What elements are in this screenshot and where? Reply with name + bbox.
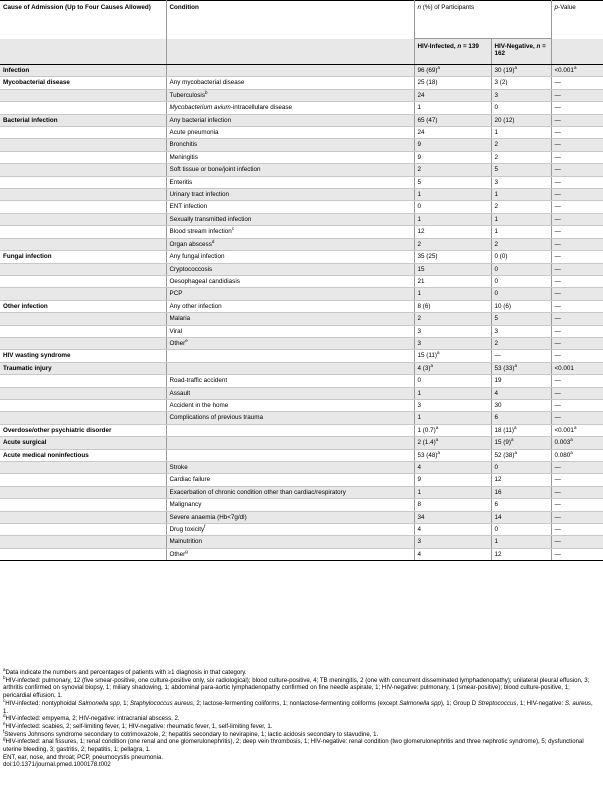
row-condition	[166, 362, 414, 374]
row-category	[0, 375, 166, 387]
table-row	[0, 424, 603, 436]
row-condition: Viral	[166, 325, 414, 337]
footnote: $^b$HIV-infected: pulmonary, 12 (five smear-positive, one culture-positive only, six radiological); blood culture-positive, 4; TB meningitis, 2 (one with concurrent disseminated lymphadenopathy); unilateral pleural effusion, 3; arthritis confirmed on synovial biopsy, 1; miliary shadowing, 1; abdominal para-aortic lymphadenopathy confirmed on fine needle aspirate, 1; HIV-negative: pulmonary, 1 (smear-positive); blood culture-positive, 1; pericardial effusion, 1.	[3, 674, 590, 700]
row-hiv-negative: 6	[491, 499, 551, 511]
row-condition: Other$^e$	[166, 337, 414, 349]
row-hiv-negative: 6	[491, 412, 551, 424]
row-pvalue: —	[551, 226, 603, 238]
table-row	[0, 127, 603, 139]
row-category	[0, 127, 166, 139]
row-condition: Stroke	[166, 462, 414, 474]
row-hiv-negative: 0	[491, 524, 551, 536]
row-pvalue: —	[551, 213, 603, 225]
row-category	[0, 288, 166, 300]
row-pvalue: —	[551, 325, 603, 337]
row-pvalue: —	[551, 412, 603, 424]
row-hiv-negative: 1	[491, 127, 551, 139]
row-pvalue: —	[551, 350, 603, 362]
row-condition: Road-traffic accident	[166, 375, 414, 387]
row-category: Traumatic injury	[0, 362, 166, 374]
row-pvalue: 0.003$^a$	[551, 437, 603, 449]
footnote: $^e$HIV-infected: scabies, 2; self-limiting fever, 1; HIV-negative: rheumatic fever, 1, self-limiting fever, 1.	[3, 720, 273, 730]
row-hiv-positive: 5	[414, 176, 491, 188]
row-hiv-negative: 30	[491, 399, 551, 411]
row-hiv-positive: 1	[414, 102, 491, 114]
header-hiv-negative: HIV-Negative, n = 162	[491, 39, 551, 65]
row-hiv-positive: 3	[414, 399, 491, 411]
row-condition: Sexually transmitted infection	[166, 213, 414, 225]
row-pvalue: —	[551, 275, 603, 287]
row-hiv-positive: 8 (6)	[414, 300, 491, 312]
row-hiv-positive: 8	[414, 499, 491, 511]
row-condition: Enteritis	[166, 176, 414, 188]
row-hiv-positive: 3	[414, 325, 491, 337]
table-row	[0, 474, 603, 486]
row-condition: Any bacterial infection	[166, 114, 414, 126]
footnote: $^f$Stevens Johnsons syndrome secondary to cotrimoxazole, 2; hepatitis secondary to nevirapine, 1; lactic acidosis secondary to stavudine, 1.	[3, 728, 379, 738]
table-row	[0, 213, 603, 225]
table-row	[0, 412, 603, 424]
footnotes	[3, 666, 599, 769]
table-row	[0, 77, 603, 89]
row-category	[0, 226, 166, 238]
row-hiv-negative: 1	[491, 536, 551, 548]
row-hiv-negative: 3	[491, 325, 551, 337]
row-category	[0, 399, 166, 411]
table-row	[0, 151, 603, 163]
row-hiv-positive: 9	[414, 139, 491, 151]
row-hiv-positive: 1	[414, 486, 491, 498]
row-hiv-negative: 1	[491, 226, 551, 238]
row-hiv-negative: 2	[491, 337, 551, 349]
header-cause: Cause of Admission (Up to Four Causes Allowed)	[0, 1, 166, 39]
row-condition: Cardiac failure	[166, 474, 414, 486]
row-pvalue: —	[551, 511, 603, 523]
row-hiv-negative: 15 $(9)^a$	[491, 437, 551, 449]
row-pvalue: —	[551, 201, 603, 213]
row-pvalue: —	[551, 524, 603, 536]
row-condition	[166, 437, 414, 449]
row-category	[0, 213, 166, 225]
row-condition: Meningitis	[166, 151, 414, 163]
table-row	[0, 548, 603, 560]
row-hiv-positive: 53 $(48)^a$	[414, 449, 491, 461]
row-hiv-negative: 2	[491, 139, 551, 151]
table-row	[0, 524, 603, 536]
row-hiv-negative: —	[491, 350, 551, 362]
row-pvalue: —	[551, 288, 603, 300]
header-blank-3	[551, 39, 603, 65]
row-category	[0, 462, 166, 474]
row-category	[0, 151, 166, 163]
table-row	[0, 238, 603, 250]
row-category: Acute medical noninfectious	[0, 449, 166, 461]
row-hiv-positive: 24	[414, 127, 491, 139]
header-row	[0, 1, 603, 39]
table-row	[0, 449, 603, 461]
row-category	[0, 511, 166, 523]
row-hiv-negative: 3	[491, 89, 551, 101]
footnote: $^d$HIV-infected: empyema, 2; HIV-negative: intracranial abscess, 2.	[3, 713, 180, 723]
row-condition	[166, 424, 414, 436]
row-hiv-negative: 4	[491, 387, 551, 399]
row-pvalue: —	[551, 127, 603, 139]
row-condition	[166, 65, 414, 77]
row-hiv-positive: 9	[414, 151, 491, 163]
row-pvalue: —	[551, 474, 603, 486]
row-hiv-positive: 1	[414, 288, 491, 300]
row-hiv-positive: 9	[414, 474, 491, 486]
row-pvalue: —	[551, 77, 603, 89]
table-row	[0, 350, 603, 362]
table-row	[0, 65, 603, 77]
row-category: Mycobacterial disease	[0, 77, 166, 89]
row-hiv-positive: 1	[414, 213, 491, 225]
table-row	[0, 189, 603, 201]
row-hiv-positive: 4	[414, 548, 491, 560]
row-hiv-positive: 4	[414, 462, 491, 474]
table-row	[0, 201, 603, 213]
table-row	[0, 499, 603, 511]
footnote: $^a$Data indicate the numbers and percentages of patients with ≥1 diagnosis in that category.	[3, 666, 247, 676]
table-row	[0, 114, 603, 126]
row-hiv-negative: 12	[491, 548, 551, 560]
header-condition: Condition	[166, 1, 414, 39]
table-row	[0, 288, 603, 300]
row-condition: Malaria	[166, 313, 414, 325]
row-hiv-negative: 3	[491, 176, 551, 188]
row-pvalue: —	[551, 548, 603, 560]
row-hiv-positive: 4 $(3)^a$	[414, 362, 491, 374]
row-category: HIV wasting syndrome	[0, 350, 166, 362]
table-row	[0, 337, 603, 349]
row-category	[0, 89, 166, 101]
row-pvalue: —	[551, 176, 603, 188]
row-hiv-positive: 34	[414, 511, 491, 523]
row-category	[0, 524, 166, 536]
row-condition: Complications of previous trauma	[166, 412, 414, 424]
header-subrow	[0, 39, 603, 65]
table-row	[0, 437, 603, 449]
row-category	[0, 548, 166, 560]
row-pvalue: —	[551, 536, 603, 548]
row-category	[0, 313, 166, 325]
row-condition: Malnutrition	[166, 536, 414, 548]
row-hiv-positive: 15 $(11)^a$	[414, 350, 491, 362]
row-condition: Urinary tract infection	[166, 189, 414, 201]
table-row	[0, 486, 603, 498]
row-category	[0, 176, 166, 188]
row-pvalue: —	[551, 263, 603, 275]
table-row	[0, 462, 603, 474]
row-pvalue: <0.001	[551, 362, 603, 374]
row-category: Fungal infection	[0, 251, 166, 263]
row-pvalue: <0.001$^a$	[551, 65, 603, 77]
row-hiv-positive: 35 (25)	[414, 251, 491, 263]
table-row	[0, 176, 603, 188]
row-condition: Oesophageal candidiasis	[166, 275, 414, 287]
row-pvalue: 0.080$^a$	[551, 449, 603, 461]
row-pvalue: —	[551, 102, 603, 114]
row-category	[0, 337, 166, 349]
row-pvalue: —	[551, 462, 603, 474]
row-hiv-negative: 0	[491, 102, 551, 114]
row-pvalue: —	[551, 89, 603, 101]
table-row	[0, 313, 603, 325]
header-blank-1	[0, 39, 166, 65]
row-condition: Assault	[166, 387, 414, 399]
row-hiv-negative: 10 (6)	[491, 300, 551, 312]
row-pvalue: —	[551, 189, 603, 201]
header-blank-2	[166, 39, 414, 65]
row-hiv-positive: 0	[414, 201, 491, 213]
row-condition: Bronchitis	[166, 139, 414, 151]
row-category: Bacterial infection	[0, 114, 166, 126]
row-category	[0, 412, 166, 424]
row-hiv-positive: 2	[414, 238, 491, 250]
row-hiv-negative: 5	[491, 313, 551, 325]
row-pvalue: —	[551, 399, 603, 411]
row-hiv-negative: 53 $(33)^a$	[491, 362, 551, 374]
row-hiv-negative: 19	[491, 375, 551, 387]
row-pvalue: —	[551, 251, 603, 263]
row-category	[0, 325, 166, 337]
row-condition: Malignancy	[166, 499, 414, 511]
row-pvalue: —	[551, 387, 603, 399]
row-condition: Severe anaemia (Hb<7g/dl)	[166, 511, 414, 523]
row-condition: Acute pneumonia	[166, 127, 414, 139]
row-hiv-negative: 2	[491, 201, 551, 213]
row-pvalue: —	[551, 300, 603, 312]
row-category: Other infection	[0, 300, 166, 312]
row-category	[0, 387, 166, 399]
row-category: Overdose/other psychiatric disorder	[0, 424, 166, 436]
row-hiv-negative: 1	[491, 189, 551, 201]
row-hiv-negative: 16	[491, 486, 551, 498]
row-condition: Soft tissue or bone/joint infection	[166, 164, 414, 176]
header-hiv-positive: HIV-Infected, n = 139	[414, 39, 491, 65]
row-pvalue: —	[551, 238, 603, 250]
row-hiv-positive: 3	[414, 536, 491, 548]
row-hiv-positive: 24	[414, 89, 491, 101]
row-hiv-negative: 20 (12)	[491, 114, 551, 126]
row-hiv-negative: 52 $(38)^a$	[491, 449, 551, 461]
table-row	[0, 89, 603, 101]
row-pvalue: —	[551, 151, 603, 163]
row-condition: Organ abscess$^d$	[166, 238, 414, 250]
table-row	[0, 511, 603, 523]
row-hiv-positive: 1	[414, 189, 491, 201]
row-hiv-positive: 1 $(0.7)^a$	[414, 424, 491, 436]
table-row	[0, 362, 603, 374]
row-category	[0, 486, 166, 498]
row-condition: Any other infection	[166, 300, 414, 312]
footnote: $^g$HIV-infected: anal fissures, 1; renal condition (one renal and one glomerulonephritis), 2; deep vein thrombosis, 1; HIV-negative: renal condition (two glomerulonephritis and three nephrotic syndrome), 5; dysfunctional uterine bleeding, 3; gastritis, 2; hepatitis, 1; pellagra, 1.	[3, 736, 584, 754]
row-condition: Accident in the home	[166, 399, 414, 411]
table-row	[0, 164, 603, 176]
header-pvalue: p-Value	[551, 1, 603, 39]
row-category: Acute surgical	[0, 437, 166, 449]
row-category	[0, 499, 166, 511]
row-category	[0, 201, 166, 213]
footnote: $^c$HIV-infected: nontyphoidal Salmonella spp, 1; Staphylococcus aureus, 2; lactose-fermenting coliforms, 1; nonlactose-fermenting coliforms (except Salmonella spp), 1; Group D Streptococcus, 1; HIV-negative: S. aureus, 1.	[3, 697, 593, 715]
row-hiv-positive: 12	[414, 226, 491, 238]
row-hiv-positive: 2 $(1.4)^a$	[414, 437, 491, 449]
row-pvalue: <0.001$^a$	[551, 424, 603, 436]
table-row	[0, 226, 603, 238]
row-category	[0, 139, 166, 151]
row-condition: Cryptococcosis	[166, 263, 414, 275]
table-row	[0, 536, 603, 548]
row-hiv-negative: 5	[491, 164, 551, 176]
row-hiv-positive: 1	[414, 412, 491, 424]
row-condition: Any mycobacterial disease	[166, 77, 414, 89]
row-category	[0, 102, 166, 114]
row-hiv-negative: 12	[491, 474, 551, 486]
row-pvalue: —	[551, 164, 603, 176]
row-condition	[166, 449, 414, 461]
row-hiv-positive: 2	[414, 164, 491, 176]
table-row	[0, 263, 603, 275]
row-hiv-negative: 0	[491, 288, 551, 300]
row-hiv-positive: 25 (18)	[414, 77, 491, 89]
row-pvalue: —	[551, 337, 603, 349]
row-hiv-positive: 3	[414, 337, 491, 349]
footnote: doi:10.1371/journal.pmed.1000178.t002	[3, 761, 111, 769]
row-pvalue: —	[551, 499, 603, 511]
table-row	[0, 375, 603, 387]
row-hiv-negative: 2	[491, 151, 551, 163]
row-category	[0, 263, 166, 275]
row-condition: Mycobacterium avium-intracellulare disease	[166, 102, 414, 114]
row-condition: Other$^g$	[166, 548, 414, 560]
row-condition: Exacerbation of chronic condition other than cardiac/respiratory	[166, 486, 414, 498]
row-hiv-negative: 3 (2)	[491, 77, 551, 89]
row-pvalue: —	[551, 486, 603, 498]
row-hiv-negative: 2	[491, 238, 551, 250]
row-hiv-negative: 0	[491, 462, 551, 474]
row-hiv-negative: 1	[491, 213, 551, 225]
row-category	[0, 164, 166, 176]
header-participants: n (%) of Participants	[414, 1, 551, 39]
row-pvalue: —	[551, 313, 603, 325]
row-category	[0, 536, 166, 548]
row-hiv-positive: 15	[414, 263, 491, 275]
row-category	[0, 238, 166, 250]
table-row	[0, 275, 603, 287]
footnote: ENT, ear, nose, and throat; PCP, pneumocystis pneumonia.	[3, 753, 164, 761]
row-pvalue: —	[551, 375, 603, 387]
row-hiv-positive: 1	[414, 387, 491, 399]
row-condition: Tuberculosis$^b$	[166, 89, 414, 101]
row-hiv-negative: 0	[491, 263, 551, 275]
row-condition: ENT infection	[166, 201, 414, 213]
row-hiv-positive: 65 (47)	[414, 114, 491, 126]
row-category: Infection	[0, 65, 166, 77]
row-condition: Drug toxicity$^f$	[166, 524, 414, 536]
row-hiv-negative: 14	[491, 511, 551, 523]
row-condition: PCP	[166, 288, 414, 300]
table-row	[0, 399, 603, 411]
row-hiv-positive: 96 $(69)^a$	[414, 65, 491, 77]
row-category	[0, 474, 166, 486]
row-category	[0, 189, 166, 201]
table-row	[0, 251, 603, 263]
row-hiv-positive: 21	[414, 275, 491, 287]
row-hiv-negative: 0 (0)	[491, 251, 551, 263]
table-row	[0, 325, 603, 337]
row-hiv-positive: 4	[414, 524, 491, 536]
row-hiv-positive: 0	[414, 375, 491, 387]
table-row	[0, 300, 603, 312]
row-condition: Blood stream infection$^c$	[166, 226, 414, 238]
row-hiv-positive: 2	[414, 313, 491, 325]
row-hiv-negative: 0	[491, 275, 551, 287]
row-condition	[166, 350, 414, 362]
row-pvalue: —	[551, 139, 603, 151]
row-category	[0, 275, 166, 287]
row-hiv-negative: 18 $(11)^a$	[491, 424, 551, 436]
row-condition: Any fungal infection	[166, 251, 414, 263]
table-row	[0, 102, 603, 114]
row-pvalue: —	[551, 114, 603, 126]
table-row	[0, 139, 603, 151]
row-hiv-negative: 30 $(19)^a$	[491, 65, 551, 77]
table-row	[0, 387, 603, 399]
